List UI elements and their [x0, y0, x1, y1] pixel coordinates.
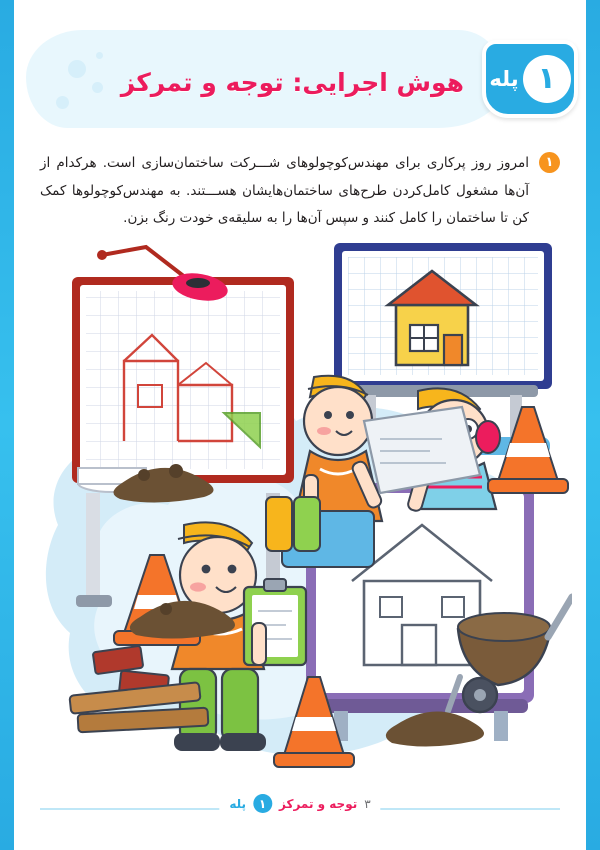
footer-page-number: ۳ — [364, 796, 371, 811]
illustration-construction-scene — [28, 225, 572, 775]
bubble-icon — [96, 52, 103, 59]
footer-chapter-title: توجه و تمرکز — [279, 796, 358, 811]
bubble-icon — [68, 60, 86, 78]
step-badge-number: ۱ — [523, 55, 571, 103]
step-badge — [482, 40, 578, 118]
footer-content — [219, 794, 380, 813]
left-decorative-rail — [0, 0, 14, 850]
page-title: هوش اجرایی: توجه و تمرکز — [120, 68, 464, 97]
right-decorative-rail — [586, 0, 600, 850]
footer-step-label: پله — [229, 796, 246, 811]
bubble-icon — [92, 82, 103, 93]
step-badge-label: پله — [489, 67, 519, 91]
intro-paragraph — [40, 150, 560, 233]
bubble-icon — [56, 96, 69, 109]
page-footer — [0, 792, 600, 828]
page-header — [18, 22, 582, 142]
intro-text: امروز روز پرکاری برای مهندس‌کوچولوهای شـــرکت ساختمان‌سازی است. هرکدام از آن‌ها مشغول کامل‌کردن طرح‌های ساختمان‌هایشان هســـتند. به مهندس‌کوچولوها کمک کن تا ساختمان را کامل کنند و سپس آن‌ها را به سلیقه‌ی خودت رنگ بزن. — [40, 155, 529, 227]
footer-step-number: ۱ — [253, 794, 272, 813]
intro-bullet-number: ۱ — [539, 152, 560, 173]
